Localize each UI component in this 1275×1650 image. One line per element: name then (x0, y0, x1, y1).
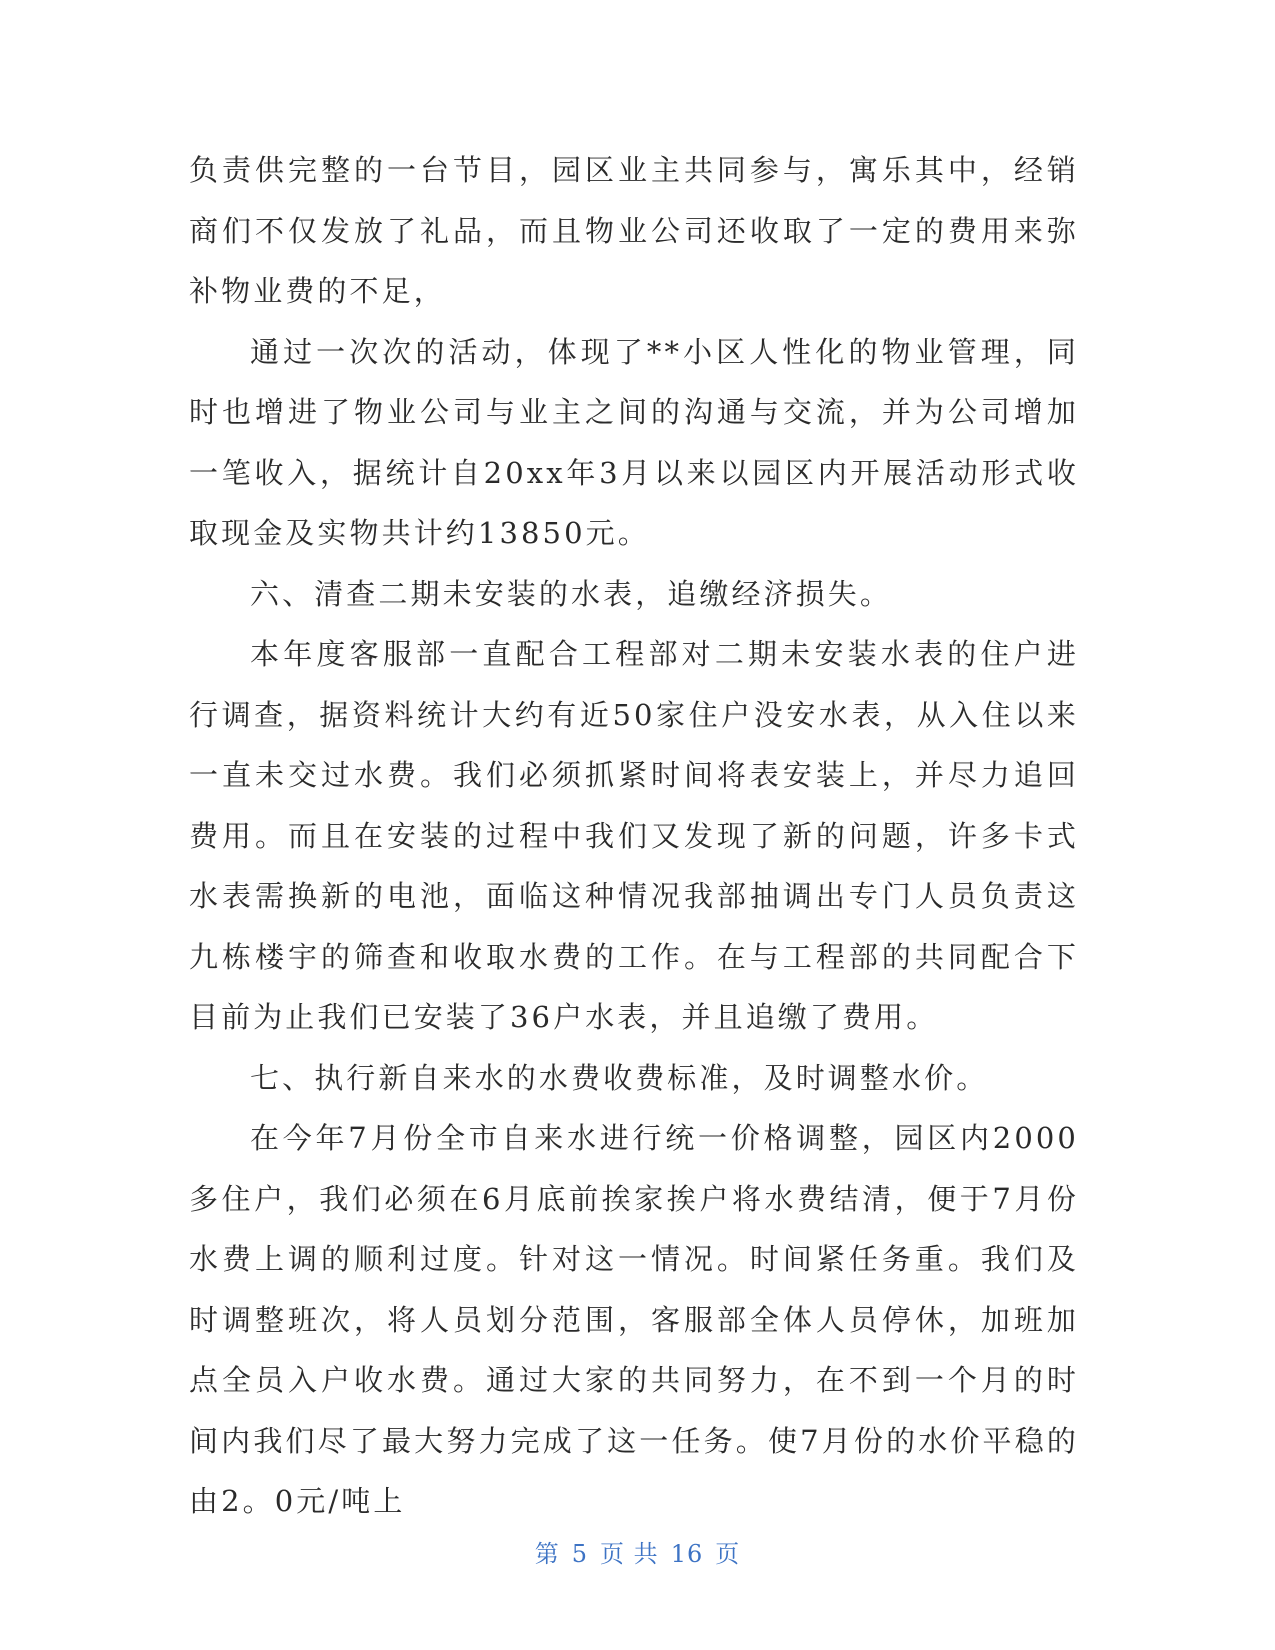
document-body (189, 140, 1079, 1532)
footer-page-number: 5 (571, 1540, 589, 1568)
footer-suffix: 页 (715, 1540, 741, 1568)
page-footer (0, 1534, 1275, 1569)
section-heading-6: 六、清查二期未安装的水表，追缴经济损失。 (250, 576, 893, 611)
section-heading-7: 七、执行新自来水的水费收费标准，及时调整水价。 (250, 1060, 989, 1095)
paragraph-6: 在今年7月份全市自来水进行统一价格调整，园区内2000多住户，我们必须在6月底前挨家挨户将水费结清，便于7月份水费上调的顺利过度。针对这一情况。时间紧任务重。我们及时调整班次，将人员划分范围，客服部全体人员停休，加班加点全员入户收水费。通过大家的共同努力，在不到一个月的时间内我们尽了最大努力完成了这一任务。使7月份的水价平稳的由2。0元/吨上 (189, 1121, 1079, 1518)
footer-middle: 页 共 (600, 1540, 659, 1568)
paragraph-4: 本年度客服部一直配合工程部对二期未安装水表的住户进行调查，据资料统计大约有近50家住户没安水表，从入住以来一直未交过水费。我们必须抓紧时间将表安装上，并尽力追回费用。而且在安装的过程中我们又发现了新的问题，许多卡式水表需换新的电池，面临这种情况我部抽调出专门人员负责这九栋楼宇的筛查和收取水费的工作。在与工程部的共同配合下目前为止我们已安装了36户水表，并且追缴了费用。 (189, 637, 1079, 1034)
footer-prefix: 第 (534, 1540, 560, 1568)
paragraph-2: 通过一次次的活动，体现了**小区人性化的物业管理，同时也增进了物业公司与业主之间的沟通与交流，并为公司增加一笔收入，据统计自20xx年3月以来以园区内开展活动形式收取现金及实物共计约13850元。 (189, 334, 1079, 550)
paragraph-1: 负责供完整的一台节目，园区业主共同参与，寓乐其中，经销商们不仅发放了礼品，而且物业公司还收取了一定的费用来弥补物业费的不足， (189, 153, 1079, 308)
footer-total-pages: 16 (670, 1540, 704, 1568)
